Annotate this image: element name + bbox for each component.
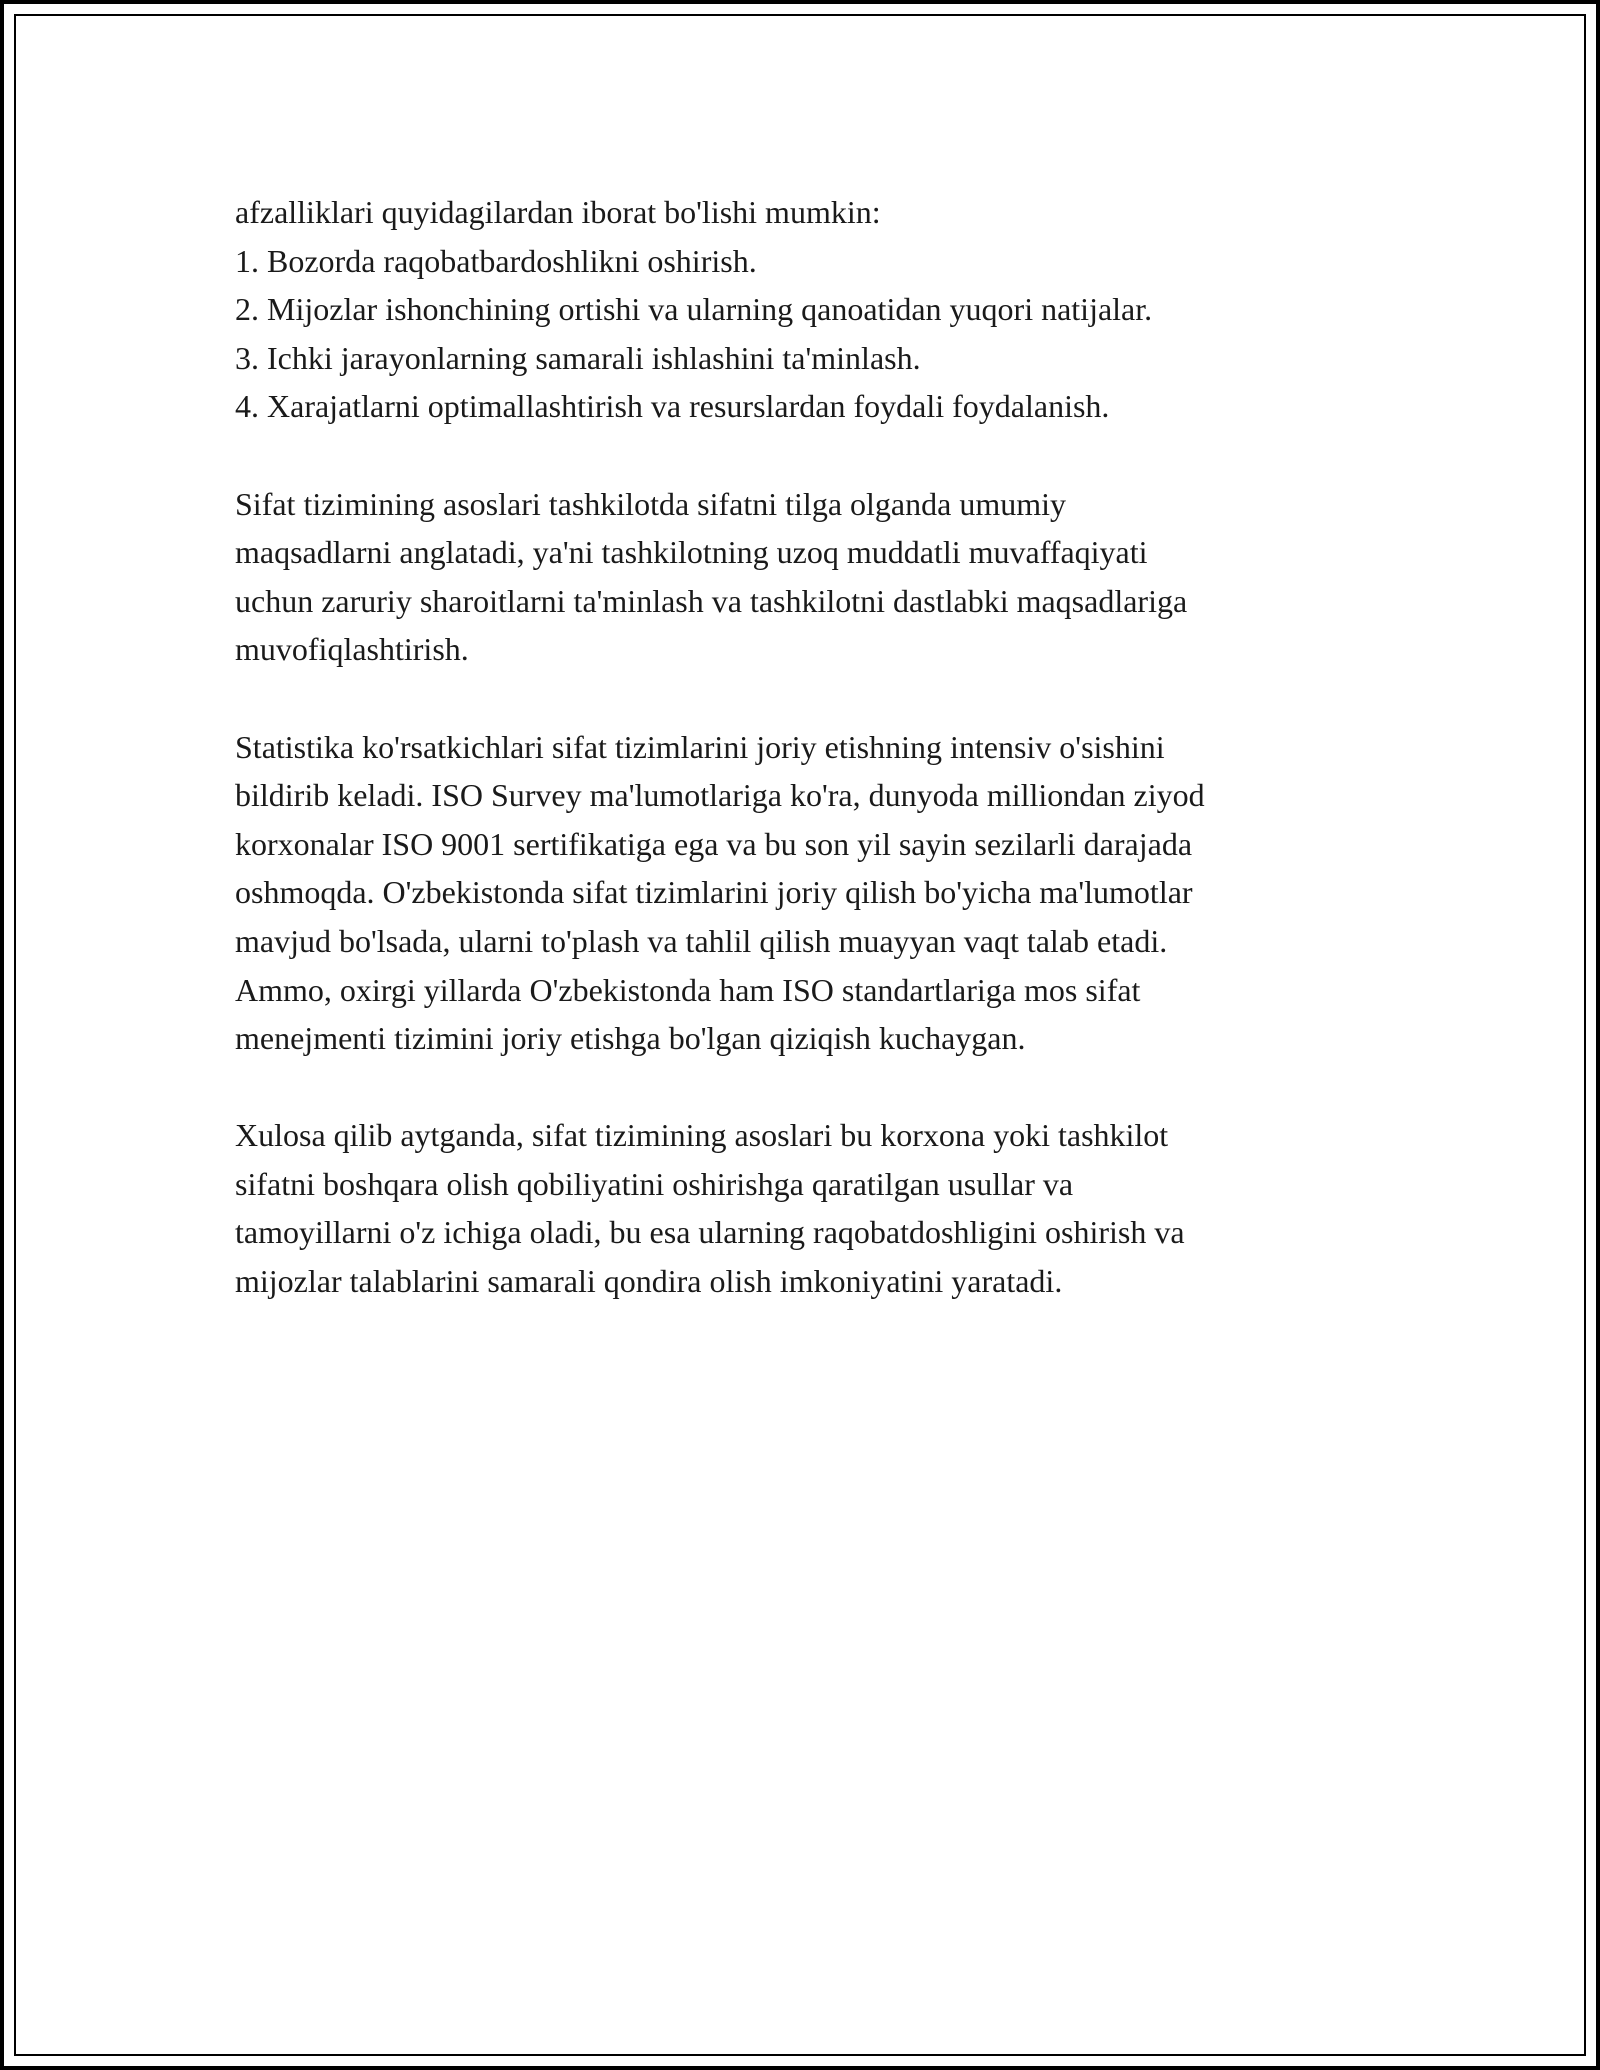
paragraph-line: korxonalar ISO 9001 sertifikatiga ega va bu son yil sayin sezilarli darajada: [235, 825, 1193, 862]
paragraph-conclusion: [235, 1111, 1375, 1305]
paragraph-line: mijozlar talablarini samarali qondira olish imkoniyatini yaratadi.: [235, 1263, 1063, 1300]
list-item: 3. Ichki jarayonlarning samarali ishlashini ta'minlash.: [235, 339, 921, 376]
document-body: [235, 188, 1375, 1306]
paragraph-line: uchun zaruriy sharoitlarni ta'minlash va tashkilotni dastlabki maqsadlariga: [235, 582, 1188, 619]
intro-block: [235, 188, 1375, 431]
paragraph-line: Sifat tizimining asoslari tashkilotda sifatni tilga olganda umumiy: [235, 485, 1066, 522]
paragraph-line: bildirib keladi. ISO Survey ma'lumotlariga ko'ra, dunyoda milliondan ziyod: [235, 777, 1205, 814]
paragraph-line: maqsadlarni anglatadi, ya'ni tashkilotning uzoq muddatli muvaffaqiyati: [235, 534, 1148, 571]
paragraph-line: muvofiqlashtirish.: [235, 631, 469, 668]
paragraph-line: Xulosa qilib aytganda, sifat tizimining asoslari bu korxona yoki tashkilot: [235, 1117, 1169, 1154]
paragraph-line: tamoyillarni o'z ichiga oladi, bu esa ularning raqobatdoshligini oshirish va: [235, 1214, 1185, 1251]
paragraph-line: menejmenti tizimini joriy etishga bo'lgan qiziqish kuchaygan.: [235, 1020, 1026, 1057]
paragraph-line: Ammo, oxirgi yillarda O'zbekistonda ham ISO standartlariga mos sifat: [235, 971, 1141, 1008]
list-item: 1. Bozorda raqobatbardoshlikni oshirish.: [235, 242, 757, 279]
list-item: 2. Mijozlar ishonchining ortishi va ularning qanoatidan yuqori natijalar.: [235, 291, 1153, 328]
paragraph-line: mavjud bo'lsada, ularni to'plash va tahlil qilish muayyan vaqt talab etadi.: [235, 922, 1168, 959]
list-item: 4. Xarajatlarni optimallashtirish va resurslardan foydali foydalanish.: [235, 388, 1110, 425]
paragraph-line: Statistika ko'rsatkichlari sifat tizimlarini joriy etishning intensiv o'sishini: [235, 728, 1165, 765]
paragraph-line: oshmoqda. O'zbekistonda sifat tizimlarini joriy qilish bo'yicha ma'lumotlar: [235, 874, 1193, 911]
paragraph-line: sifatni boshqara olish qobiliyatini oshirishga qaratilgan usullar va: [235, 1165, 1074, 1202]
intro-lead: afzalliklari quyidagilardan iborat bo'lishi mumkin:: [235, 194, 881, 230]
paragraph-statistics: [235, 723, 1375, 1063]
paragraph-quality-system-basics: [235, 480, 1375, 674]
